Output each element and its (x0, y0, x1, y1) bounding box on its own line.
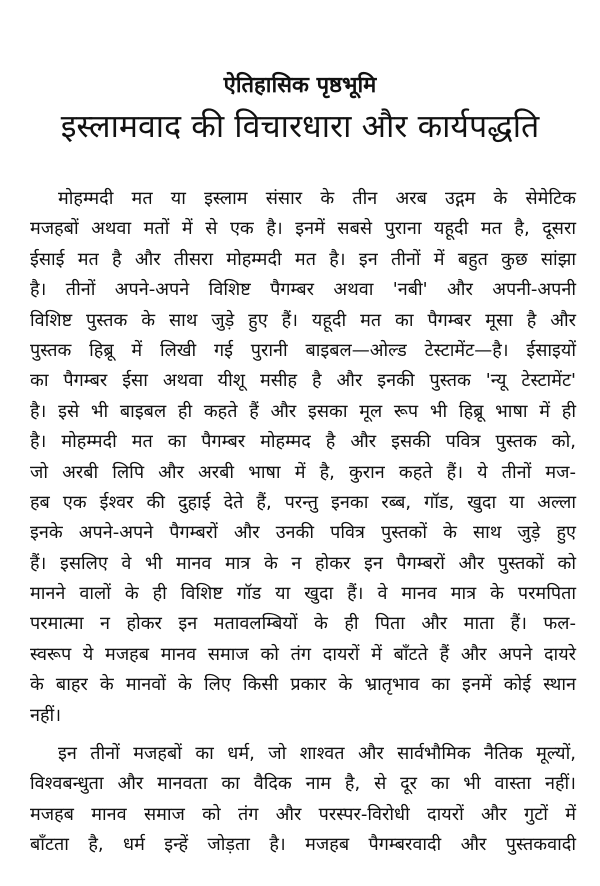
text-line: स्वरूप ये मजहब मानव समाज को तंग दायरों में बाँटते हैं और अपने दायरे (30, 643, 576, 665)
text-line: मानने वालों के ही विशिष्ट गॉड या खुदा हैं। वे मानव मात्र के परमपिता (30, 583, 576, 605)
text-line: इनके अपने-अपने पैगम्बरों और उनकी पवित्र पुस्तकों के साथ जुड़े हुए (30, 522, 576, 544)
text-line: जो अरबी लिपि और अरबी भाषा में है, कुरान कहते हैं। ये तीनों मज- (30, 461, 576, 483)
paragraph-1 (30, 184, 576, 731)
text-line: विश्वबन्धुता और मानवता का वैदिक नाम है, से दूर का भी वास्ता नहीं। (30, 773, 576, 795)
text-line: पुस्तक हिब्रू में लिखी गई पुरानी बाइबल—ओल्ड टेस्टामेंट—है। ईसाइयों (30, 339, 576, 361)
text-line: हैं। इसलिए वे भी मानव मात्र के न होकर इन पैगम्बरों और पुस्तकों को (30, 552, 576, 574)
text-line: के बाहर के मानवों के लिए किसी प्रकार के भ्रातृभाव का इनमें कोई स्थान (30, 674, 576, 696)
text-line: बाँटता है, धर्म इन्हें जोड़ता है। मजहब पैगम्बरवादी और पुस्तकवादी (30, 834, 576, 856)
section-label: ऐतिहासिक पृष्ठभूमि (223, 73, 377, 98)
text-line: हब एक ईश्वर की दुहाई देते हैं, परन्तु इनका रब्ब, गॉड, खुदा या अल्ला (30, 491, 576, 513)
text-line: का पैगम्बर ईसा अथवा यीशू मसीह है और इनकी पुस्तक 'न्यू टेस्टामेंट' (30, 370, 576, 392)
text-line: मजहब मानव समाज को तंग और परस्पर-विरोधी दायरों और गुटों में (30, 803, 576, 825)
text-line: है। मोहम्मदी मत का पैगम्बर मोहम्मद है और इसकी पवित्र पुस्तक को, (30, 431, 576, 453)
paragraph-gap (30, 731, 576, 739)
text-line: है। इसे भी बाइबल ही कहते हैं और इसका मूल रूप भी हिब्रू भाषा में ही (30, 400, 576, 422)
text-line: नहीं। (30, 704, 62, 726)
paragraph-2 (30, 739, 576, 861)
text-line: विशिष्ट पुस्तक के साथ जुड़े हुए हैं। यहूदी मत का पैगम्बर मूसा है और (30, 309, 576, 331)
text-line: मोहम्मदी मत या इस्लाम संसार के तीन अरब उद्गम के सेमेटिक (58, 188, 576, 209)
text-line: इन तीनों मजहबों का धर्म, जो शाश्वत और सार्वभौमिक नैतिक मूल्यों, (58, 743, 576, 765)
page-title: इस्लामवाद की विचारधारा और कार्यपद्धति (60, 107, 540, 145)
text-line: परमात्मा न होकर इन मतावलम्बियों के ही पिता और माता हैं। फल- (30, 613, 576, 635)
text-line: मजहबों अथवा मतों में से एक है। इनमें सबसे पुराना यहूदी मत है, दूसरा (30, 218, 576, 240)
text-line: ईसाई मत है और तीसरा मोहम्मदी मत है। इन तीनों में बहुत कुछ सांझा (30, 248, 576, 270)
body-text (30, 184, 576, 861)
text-line: है। तीनों अपने-अपने विशिष्ट पैगम्बर अथवा 'नबी' और अपनी-अपनी (30, 279, 576, 301)
